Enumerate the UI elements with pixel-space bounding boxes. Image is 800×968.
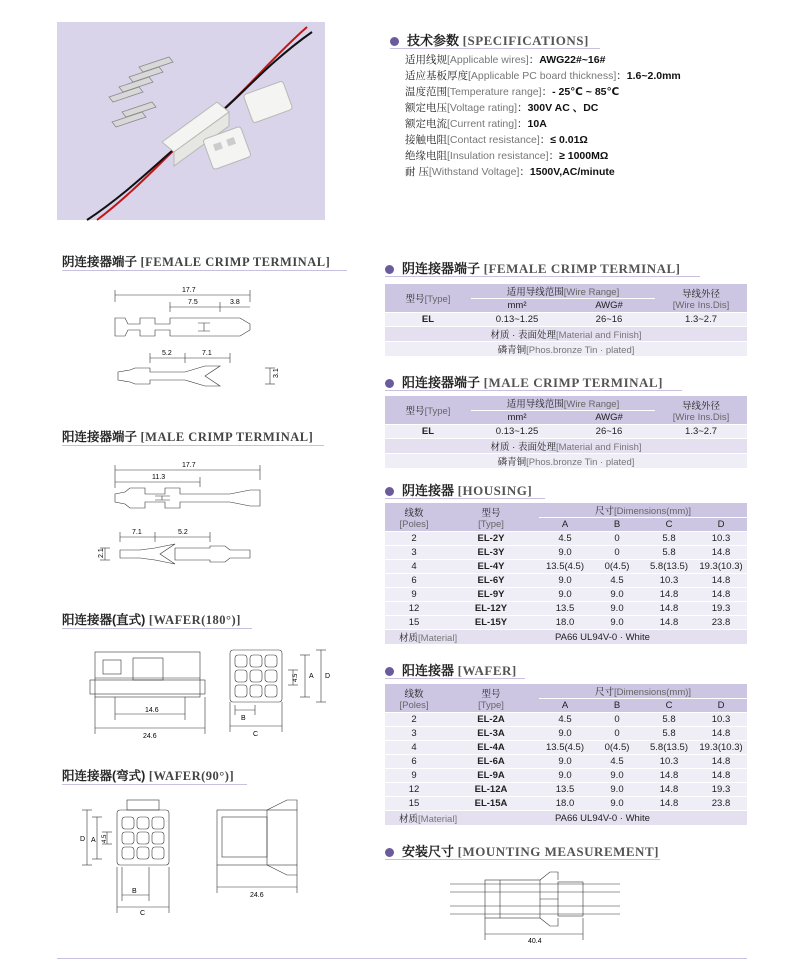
dim-label: 11.3 [152, 474, 166, 481]
cell-d: 23.8 [695, 616, 747, 630]
cell-d: 19.3 [695, 783, 747, 797]
table-row [385, 797, 747, 811]
dim-label: 24.6 [250, 892, 264, 899]
cell-poles: 6 [385, 574, 443, 588]
spec-item: 温度范围[Temperature range]：- 25℃ ~ 85℃ [405, 86, 620, 98]
dim-label: 24.6 [143, 733, 157, 740]
cell-c: 5.8(13.5) [643, 741, 695, 755]
table-row [385, 783, 747, 797]
cell-b: 0 [591, 546, 643, 560]
cell-a: 13.5 [539, 602, 591, 616]
cell-c: 14.8 [643, 588, 695, 602]
product-photo [57, 22, 325, 220]
cell-c: 14.8 [643, 783, 695, 797]
spec-item: 额定电流[Current rating]：10A [405, 118, 547, 130]
dim-label: 40.4 [528, 938, 542, 945]
cell-c: 14.8 [643, 769, 695, 783]
female-terminal-table [385, 284, 747, 357]
wafer180-drawing [85, 640, 345, 740]
cell-b: 9.0 [591, 588, 643, 602]
table-row [385, 560, 747, 574]
cell-b: 0 [591, 727, 643, 741]
specifications-underline [390, 48, 600, 49]
cell-poles: 2 [385, 532, 443, 546]
connector-photo-illustration [57, 22, 325, 220]
cell-type: EL-2Y [443, 532, 539, 546]
dim-label: C [140, 910, 146, 917]
cell-c: 10.3 [643, 755, 695, 769]
table-row [385, 769, 747, 783]
cell-d: 14.8 [695, 727, 747, 741]
dim-label: 17.7 [182, 287, 196, 294]
cell-c: 5.8 [643, 546, 695, 560]
cell-a: 13.5(4.5) [539, 741, 591, 755]
cell-poles: 6 [385, 755, 443, 769]
cell-a: 18.0 [539, 797, 591, 811]
cell-b: 0(4.5) [591, 560, 643, 574]
specifications-title-en: [SPECIFICATIONS] [462, 33, 589, 48]
bullet-icon [385, 265, 394, 274]
specifications-title-cn: 技术参数 [407, 33, 460, 48]
table-row [385, 616, 747, 630]
cell-type: EL-12A [443, 783, 539, 797]
mounting-underline [385, 859, 660, 860]
cell-type: EL-9Y [443, 588, 539, 602]
housing-table-underline [385, 498, 545, 499]
cell-type: EL-4A [443, 741, 539, 755]
cell-poles: 3 [385, 727, 443, 741]
table-row [385, 727, 747, 741]
male-terminal-drawing [100, 458, 290, 588]
cell-poles: 2 [385, 713, 443, 727]
dim-label: A [91, 837, 96, 844]
dim-label: 7.1 [202, 350, 212, 357]
cell-b: 9.0 [591, 797, 643, 811]
wafer-table-underline [385, 678, 525, 679]
cell-poles: 3 [385, 546, 443, 560]
cell-c: 14.8 [643, 602, 695, 616]
dim-label: B [132, 888, 137, 895]
cell-b: 9.0 [591, 783, 643, 797]
cell-poles: 4 [385, 741, 443, 755]
housing-table: 线数 [Poles] 型号 [Type] 尺寸[Dimensions(mm)] A B C D 2 EL-2Y 4.5 0 5.8 10.3 3 EL-3Y 9.0 0 5.8 14.8 4 EL-4Y 13.5(4.5) 0(4.5) 5.8(13.5) 19.3(10.3) 6 EL-6Y 9.0 4.5 10.3 14.8 9 EL-9Y 9.0 9.0 14.8 14.8 12 EL-12Y 13.5 9.0 14.8 19.3 15 EL-15Y 18.0 9.0 14.8 23.8 材质[Material] PA66 UL94V-0 · White [385, 503, 747, 645]
female-terminal-underline [62, 270, 347, 271]
female-table-title: 阴连接器端子 [FEMALE CRIMP TERMINAL] [385, 258, 681, 277]
wafer90-drawing-title: 阳连接器(弯式) [WAFER(90°)] [62, 769, 235, 783]
cell-b: 9.0 [591, 769, 643, 783]
cell-b: 0 [591, 532, 643, 546]
dim-label: D [80, 836, 86, 843]
cell-type: EL-15Y [443, 616, 539, 630]
dim-label: 5.2 [178, 529, 188, 536]
cell-d: 23.8 [695, 797, 747, 811]
table-row: EL 0.13~1.25 26~16 1.3~2.7 [385, 313, 747, 327]
spec-item: 适用线规[Applicable wires]：AWG22#~16# [405, 54, 606, 66]
cell-poles: 4 [385, 560, 443, 574]
male-terminal-underline [62, 445, 324, 446]
cell-poles: 12 [385, 783, 443, 797]
cell-b: 0(4.5) [591, 741, 643, 755]
cell-d: 14.8 [695, 755, 747, 769]
cell-d: 14.8 [695, 546, 747, 560]
cell-type: EL-2A [443, 713, 539, 727]
table-row [385, 546, 747, 560]
cell-type: EL-6Y [443, 574, 539, 588]
cell-b: 0 [591, 713, 643, 727]
cell-poles: 9 [385, 588, 443, 602]
cell-a: 18.0 [539, 616, 591, 630]
table-row [385, 602, 747, 616]
header-mm: mm² [471, 299, 563, 313]
wafer-table: 线数 [Poles] 型号 [Type] 尺寸[Dimensions(mm)] A B C D 2 EL-2A 4.5 0 5.8 10.3 3 EL-3A 9.0 0 5.8 14.8 4 EL-4A 13.5(4.5) 0(4.5) 5.8(13.5) 19.3(10.3) 6 EL-6A 9.0 4.5 10.3 14.8 9 EL-9A 9.0 9.0 14.8 14.8 12 EL-12A 13.5 9.0 14.8 19.3 15 EL-15A 18.0 9.0 14.8 23.8 材质[Material] PA66 UL94V-0 · White [385, 684, 747, 826]
dim-label: 17.7 [182, 462, 196, 469]
cell-type: EL-15A [443, 797, 539, 811]
spec-item: 耐 压[Withstand Voltage]：1500V,AC/minute [405, 166, 615, 178]
cell-b: 9.0 [591, 616, 643, 630]
table-row [385, 532, 747, 546]
female-terminal-drawing [110, 280, 290, 400]
bullet-icon [385, 487, 394, 496]
header-type: 型号[Type] [385, 284, 471, 313]
cell-a: 13.5(4.5) [539, 560, 591, 574]
dim-label: 4.5 [102, 834, 108, 843]
cell-d: 10.3 [695, 532, 747, 546]
specifications-list [405, 52, 681, 180]
spec-item: 适应基板厚度[Applicable PC board thickness]：1.6~2.0mm [405, 70, 681, 82]
dim-label: 14.6 [145, 707, 159, 714]
housing-table-title: 阴连接器 [HOUSING] [385, 480, 532, 499]
cell-d: 14.8 [695, 574, 747, 588]
cell-a: 9.0 [539, 727, 591, 741]
dim-label: D [325, 673, 331, 680]
cell-c: 14.8 [643, 797, 695, 811]
cell-d: 14.8 [695, 588, 747, 602]
cell-d: 19.3 [695, 602, 747, 616]
table-row [385, 713, 747, 727]
dim-label: 4.5 [293, 673, 299, 682]
dim-label: B [241, 715, 246, 722]
dim-label: C [253, 731, 259, 738]
mounting-title: 安装尺寸 [MOUNTING MEASUREMENT] [385, 841, 659, 860]
cell-a: 4.5 [539, 532, 591, 546]
cell-poles: 15 [385, 797, 443, 811]
wafer180-underline [62, 628, 252, 629]
spec-item: 额定电压[Voltage rating]：300V AC 、DC [405, 102, 599, 114]
spec-item: 接触电阻[Contact resistance]：≤ 0.01Ω [405, 134, 588, 146]
cell-type: EL-6A [443, 755, 539, 769]
cell-c: 5.8 [643, 713, 695, 727]
cell-poles: 12 [385, 602, 443, 616]
table-row [385, 588, 747, 602]
cell-c: 10.3 [643, 574, 695, 588]
dim-label: 2.1 [98, 548, 105, 558]
dim-label: 7.1 [132, 529, 142, 536]
specifications-title [390, 30, 589, 49]
mounting-drawing [440, 862, 640, 947]
table-row [385, 755, 747, 769]
bullet-icon [385, 379, 394, 388]
cell-type: EL-9A [443, 769, 539, 783]
wafer90-underline [62, 784, 247, 785]
cell-a: 9.0 [539, 755, 591, 769]
cell-a: 4.5 [539, 713, 591, 727]
bullet-icon [390, 37, 399, 46]
table-row [385, 741, 747, 755]
wafer-table-title: 阳连接器 [WAFER] [385, 660, 517, 679]
footer-divider [57, 958, 747, 959]
material-row: 材质 · 表面处理[Material and Finish] [385, 327, 747, 342]
cell-a: 9.0 [539, 769, 591, 783]
cell-b: 9.0 [591, 602, 643, 616]
bullet-icon [385, 848, 394, 857]
finish-row: 磷青铜[Phos.bronze Tin · plated] [385, 342, 747, 357]
cell-a: 9.0 [539, 546, 591, 560]
dim-label: 5.2 [162, 350, 172, 357]
cell-a: 9.0 [539, 588, 591, 602]
table-row [385, 574, 747, 588]
cell-c: 14.8 [643, 616, 695, 630]
cell-b: 4.5 [591, 755, 643, 769]
spec-item: 绝缘电阻[Insulation resistance]：≥ 1000MΩ [405, 150, 609, 162]
cell-type: EL-3A [443, 727, 539, 741]
cell-c: 5.8 [643, 532, 695, 546]
cell-d: 14.8 [695, 769, 747, 783]
cell-type: EL-3Y [443, 546, 539, 560]
female-table-underline [385, 276, 700, 277]
cell-c: 5.8(13.5) [643, 560, 695, 574]
male-terminal-drawing-title: 阳连接器端子 [MALE CRIMP TERMINAL] [62, 430, 314, 444]
wafer180-drawing-title: 阳连接器(直式) [WAFER(180°)] [62, 613, 241, 627]
header-range: 适用导线范围[Wire Range] [471, 284, 655, 299]
cell-type: EL-12Y [443, 602, 539, 616]
cell-a: 13.5 [539, 783, 591, 797]
header-diameter: 导线外径 [Wire Ins.Dis] [655, 284, 747, 313]
cell-b: 4.5 [591, 574, 643, 588]
cell-type: EL-4Y [443, 560, 539, 574]
male-table-underline [385, 390, 682, 391]
cell-d: 19.3(10.3) [695, 741, 747, 755]
bullet-icon [385, 667, 394, 676]
male-table-title: 阳连接器端子 [MALE CRIMP TERMINAL] [385, 372, 663, 391]
dim-label: 7.5 [188, 299, 198, 306]
wafer90-drawing [72, 795, 312, 915]
table-row: EL 0.13~1.25 26~16 1.3~2.7 [385, 425, 747, 439]
dim-label: 3.8 [230, 299, 240, 306]
male-terminal-table: 型号[Type] 适用导线范围[Wire Range] 导线外径 [Wire Ins.Dis] mm² AWG# EL 0.13~1.25 26~16 1.3~2.7 材质 · 表面处理[Material and Finish] 磷青铜[Phos.bronze Tin · plated] [385, 396, 747, 469]
dim-label: 3.1 [273, 368, 280, 378]
cell-a: 9.0 [539, 574, 591, 588]
cell-d: 10.3 [695, 713, 747, 727]
cell-poles: 9 [385, 769, 443, 783]
cell-poles: 15 [385, 616, 443, 630]
dim-label: A [309, 673, 314, 680]
female-terminal-drawing-title: 阴连接器端子 [FEMALE CRIMP TERMINAL] [62, 255, 331, 269]
header-awg: AWG# [563, 299, 655, 313]
cell-c: 5.8 [643, 727, 695, 741]
cell-d: 19.3(10.3) [695, 560, 747, 574]
